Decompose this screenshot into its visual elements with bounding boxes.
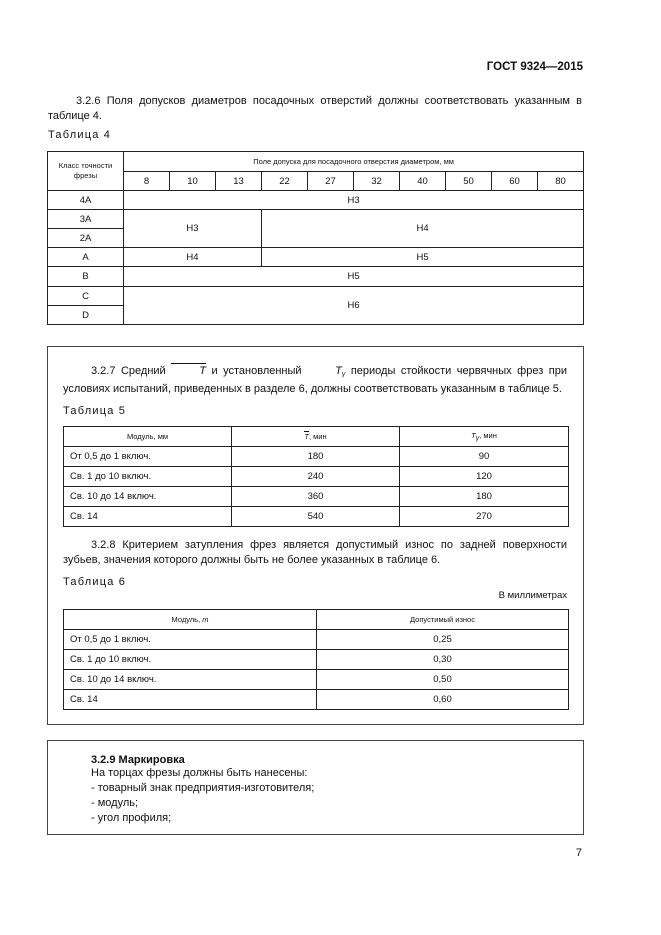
table-5-header-module: Модуль, мм: [64, 427, 232, 447]
value-cell: 240: [232, 467, 400, 487]
class-cell: D: [48, 306, 124, 325]
tolerance-cell: H4: [262, 210, 584, 248]
set-life-symbol: [471, 431, 479, 442]
page-number: 7: [575, 847, 582, 859]
unit-text: , мин: [479, 431, 497, 440]
table-5-label: Таблица 5: [63, 405, 127, 417]
set-life-letter: T: [335, 365, 342, 377]
table-row: [64, 670, 569, 690]
paragraph-3-2-7: [63, 364, 567, 397]
diameter-cell: 40: [400, 172, 446, 191]
tolerance-cell: H5: [262, 248, 584, 267]
tolerance-cell: H3: [124, 210, 262, 248]
table-4-header-class: Класс точности фрезы: [48, 152, 124, 191]
tolerance-cell: H6: [124, 287, 584, 325]
marking-item: - товарный знак предприятия-изготовителя;: [91, 782, 315, 794]
p327-text-b: и установленный: [211, 365, 302, 377]
module-symbol: m: [202, 615, 209, 624]
table-row: [64, 507, 569, 527]
table-6: [63, 609, 569, 710]
value-cell: 540: [232, 507, 400, 527]
diameter-cell: 32: [354, 172, 400, 191]
table-6-header-module: [64, 610, 317, 630]
table-4: [47, 151, 584, 325]
tolerance-cell: H4: [124, 248, 262, 267]
value-cell: 0,50: [317, 670, 569, 690]
marking-item: - модуль;: [91, 797, 139, 809]
module-cell: Св. 1 до 10 включ.: [64, 467, 232, 487]
mean-life-symbol: T: [171, 364, 206, 379]
module-header-text: Модуль,: [171, 615, 203, 624]
table-row: [64, 487, 569, 507]
table-row: [64, 650, 569, 670]
unit-text: , мин: [308, 432, 327, 441]
module-cell: Св. 14: [64, 690, 317, 710]
diameter-cell: 27: [308, 172, 354, 191]
module-cell: От 0,5 до 1 включ.: [64, 630, 317, 650]
diameter-cell: 22: [262, 172, 308, 191]
set-life-symbol: [307, 364, 345, 382]
value-cell: 90: [400, 447, 569, 467]
value-cell: 360: [232, 487, 400, 507]
paragraph-3-2-6: 3.2.6 Поля допусков диаметров посадочных отверстий должны соответствовать указанным в таблице 4.: [48, 95, 582, 122]
diameter-cell: 13: [216, 172, 262, 191]
standard-header: ГОСТ 9324—2015: [486, 61, 583, 73]
diameter-cell: 60: [492, 172, 538, 191]
tolerance-cell: H5: [124, 267, 584, 287]
value-cell: 120: [400, 467, 569, 487]
table-6-header-wear: Допустимый износ: [317, 610, 569, 630]
diameter-cell: 50: [446, 172, 492, 191]
diameter-cell: 10: [170, 172, 216, 191]
class-cell: B: [48, 267, 124, 287]
class-cell: 2A: [48, 229, 124, 248]
diameter-cell: 8: [124, 172, 170, 191]
value-cell: 0,60: [317, 690, 569, 710]
marking-item: - угол профиля;: [91, 812, 172, 824]
table-5-header-mean: [232, 427, 400, 447]
gamma-sub: γ: [341, 371, 346, 378]
p327-text-c: периоды стойкости червячных фрез при условиях испытаний, приведенных в разделе 6, должны соответствовать указанным в таблице 5.: [63, 365, 567, 395]
class-cell: 4A: [48, 191, 124, 210]
table-5: [63, 426, 569, 527]
table-6-units: В миллиметрах: [498, 590, 567, 601]
table-row: [64, 630, 569, 650]
value-cell: 180: [400, 487, 569, 507]
p327-text-a: 3.2.7 Средний: [91, 365, 166, 377]
class-cell: C: [48, 287, 124, 306]
table-row: [64, 447, 569, 467]
module-cell: Св. 14: [64, 507, 232, 527]
value-cell: 0,25: [317, 630, 569, 650]
table-row: [64, 467, 569, 487]
tolerance-cell: H3: [124, 191, 584, 210]
value-cell: 0,30: [317, 650, 569, 670]
module-cell: Св. 10 до 14 включ.: [64, 670, 317, 690]
table-5-header-set: [400, 427, 569, 447]
diameter-cell: 80: [538, 172, 584, 191]
gamma-sub: γ: [475, 435, 480, 442]
marking-intro: На торцах фрезы должны быть нанесены:: [91, 767, 308, 779]
value-cell: 270: [400, 507, 569, 527]
table-6-label: Таблица 6: [63, 576, 127, 588]
table-4-label: Таблица 4: [48, 129, 112, 141]
table-4-header-group: Поле допуска для посадочного отверстия диаметром, мм: [124, 152, 584, 172]
marking-title: 3.2.9 Маркировка: [91, 754, 185, 766]
class-cell: A: [48, 248, 124, 267]
mean-life-symbol: T: [304, 432, 309, 441]
marking-section: [91, 754, 561, 826]
module-cell: От 0,5 до 1 включ.: [64, 447, 232, 467]
set-life-letter: T: [471, 431, 476, 440]
module-cell: Св. 1 до 10 включ.: [64, 650, 317, 670]
module-cell: Св. 10 до 14 включ.: [64, 487, 232, 507]
paragraph-3-2-8: 3.2.8 Критерием затупления фрез является допустимый износ по задней поверхности зубьев, значения которого должны быть не более указанных в таблице 6.: [63, 539, 567, 566]
table-row: [64, 690, 569, 710]
class-cell: 3A: [48, 210, 124, 229]
value-cell: 180: [232, 447, 400, 467]
